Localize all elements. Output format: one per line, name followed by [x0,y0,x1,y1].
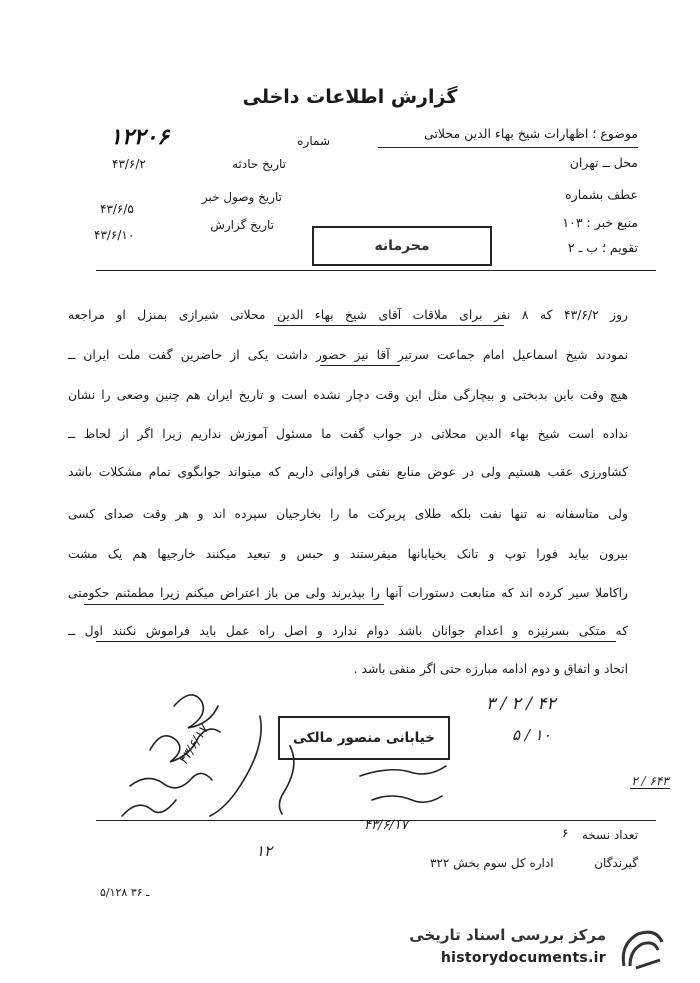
copies-label: تعداد نسخه [581,828,638,842]
scribble-stroke-2 [150,729,220,762]
received-label: تاریخ وصول خبر [201,190,282,204]
underline-3 [84,604,384,605]
name-stamp: خیابانی منصور مالکی [278,716,450,760]
underline-4 [96,641,616,642]
body-line-6: ولی متاسفانه نه تنها نفت بلکه طلای پربرکت ما را بخارجیان سپرده اند و هر وقت صدای کسی [68,507,628,521]
watermark-url: historydocuments.ir [440,950,606,966]
incident-value: ۴۳/۶/۲ [112,157,146,171]
incident-label: تاریخ حادثه [232,157,286,171]
report-title: گزارش اطلاعات داخلی [242,86,458,108]
body-line-10: اتحاد و اتفاق و دوم ادامه مبارزه حتی اگر منفی باشد . [353,662,628,676]
scribble-stroke-1 [174,695,218,728]
scribble-stroke-6 [279,746,293,814]
hand-note-left-margin: ۴۳/۶/۱۷ [176,722,212,768]
classification-stamp: محرمانه [312,226,492,266]
body-line-5: کشاورزی عقب هستیم ولی در عوض منابع نفتی فراوانی داریم که میتواند جوابگوی تمام مشکلات باشد [68,465,628,479]
body-line-1: روز ۴۳/۶/۲ که ۸ نفر برای ملاقات آقای شیخ بهاء الدین محلاتی شیرازی بمنزل او مراجعه [68,308,628,322]
report-date-value: ۴۳/۶/۱۰ [94,228,135,242]
copies-value: ۶ [562,826,569,840]
attached-line: عطف بشماره [565,187,638,202]
place-line: محل ــ تهران [569,155,638,170]
body-line-3: هیچ وقت باین بدبختی و بیچارگی مثل این وقت دچار نشده است و تاریخ ایران هم چنین وضعی را نشان [68,388,628,402]
number-label: شماره [297,134,330,148]
scribble-stroke-7 [360,766,446,776]
subject-line: موضوع ؛ اظهارات شیخ بهاء الدین محلاتی [424,126,638,141]
form-code: ۵/۱۲۸ ـ ۳۶ [100,886,150,899]
underline-2 [320,365,400,366]
scribble-stroke-5 [122,800,176,816]
scribble-stroke-4 [130,773,212,787]
body-line-9: که متکی بسرنیزه و اعدام جوانان باشد دوام ندارد و اصل راه عمل باید فراموش نکنند اول ــ [68,624,628,638]
hand-note-top-right: ۳ / ۲ / ۴۲ [486,694,556,714]
hand-note-right-small: ۲ / ۶۴۳ [631,774,669,788]
body-line-2: نمودند شیخ اسماعیل امام جماعت سرتیر آقا نیز حضور داشت یکی از حاضرین گفت ملت ایران ــ [68,348,628,362]
hand-note-small-mark: ۱۲ [256,842,273,860]
report-date-label: تاریخ گزارش [210,218,274,232]
hand-note-bottom-date: ۴۳/۶/۱۷ [364,818,408,833]
scribble-stroke-8 [372,796,442,802]
hand-note-fraction: ۵ / ۱۰ [512,726,551,744]
recipients-value: اداره کل سوم بخش ۳۲۲ [430,856,554,870]
body-line-8: راکاملا سیر کرده اند که متابعت دستورات آنها را بپذیرند ولی من باز اعتراض میکنم زیرا مطمئنم حکومتی [68,586,628,600]
source-line: منبع خبر : ۱۰۳ [562,215,638,230]
body-line-7: بیرون بیاید فورا توپ و تانک بخیابانها میفرستند و حبس و تبعید میکنند خارجیها هم یک مشت [68,547,628,561]
footer-separator [96,820,656,821]
archive-logo-icon [614,926,666,976]
evaluation-line: تقویم ؛ ب ـ ۲ [567,240,638,255]
subject-rule [378,147,638,148]
received-value: ۴۳/۶/۵ [100,202,134,216]
header-separator [96,270,656,271]
body-line-4: نداده است شیخ بهاء الدین محلاتی در جواب گفت ما مسئول آموزش نداریم زیرا اگر از لحاظ ــ [68,427,628,441]
watermark [376,920,666,980]
underline-1 [274,325,504,326]
watermark-title: مرکز بررسی اسناد تاریخی [409,926,606,944]
recipients-label: گیرندگان [594,856,638,870]
number-value: ۱۲۲۰۶ [110,124,170,150]
